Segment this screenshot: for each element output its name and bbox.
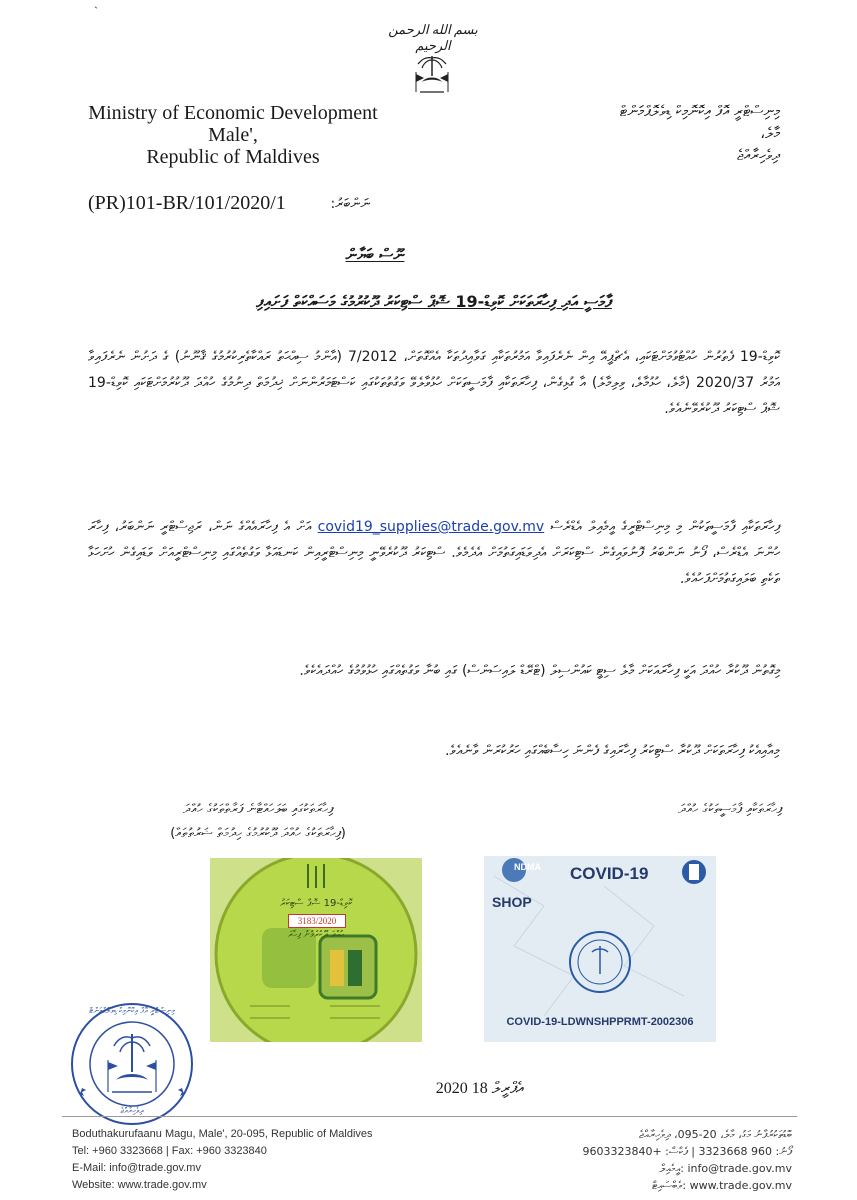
subject-title: ފާމަސީ އަދި ފިހާރަތަކަށް ކޮވިޑް-19 ޝޮޕް ސްޓިކަރު ދޫކުރުމުގެ މަސައްކަތް ފަށައިފި [256,292,612,311]
ministry-country-line-dv: ދިވެހިރާއްޖެ [736,146,780,164]
shop-card-label: SHOP [492,894,532,910]
caption-left: ފިހާރަތަކުގައި ބަލަހައްޓާނެ ފަރާތްތަކުގެ ހުއްދަ [182,802,334,817]
ndma-badge: NDMA [514,862,541,872]
footer-address: Boduthakurufaanu Magu, Male', 20-095, Republic of Maldives [72,1128,373,1140]
document-date [400,1078,560,1098]
body-paragraph-4: މިއާއިއެކު ފިހާރަތަކަށް ދޫކުރާ ސްޓިކަރު ފިހާރައިގެ ފެންނަ ހިސާބެއްގައި ހަރުކުރަން ވާނެއެވެ. [445,743,780,759]
ministry-name-line-dv: މިނިސްޓްރީ އޮފް އިކޮނޮމިކް ޑިވެލޮޕްމަންޓް [619,102,780,120]
footer-telephone: Tel: +960 3323668 | Fax: +960 3323840 [72,1145,267,1157]
date-day: 18 [471,1080,488,1097]
reference-number: (PR)101-BR/101/2020/1 [88,192,286,214]
paragraph-2-intro: ފިހާރަތަކާއި ފާމަސީތަކުން މި މިނިސްޓްރީގެ އީމެއިލް އެޑްރެސް [550,519,781,535]
scan-mark: ` [94,4,98,18]
ministry-name-english [88,102,378,168]
paragraph-2-rest: އަށް އެ ފިހާރައެއްގެ ނަން، ރަޖިސްޓްރީ ނަންބަރު، ފިހާރަ ހުންނަ އެޑްރެސް، ފޯނު ނަންބަރު ފޮނުވައިގެން ސްޓިކަރަށް އެދިވަޑައިގަތުމަށް އެދެމެވެ. ސްޓިކަރު ދޫކުރެވޭނީ މިނިސްޓްރީއިން ކަނޑައަޅާ ވަގުތެއްގައި މިނިސްޓްރީއަށް ވަޑައިގެން ހުށަހަޅާ ތަކެތި ބަލައިގަތުމަށްފަހުއެވެ. [88,519,780,587]
body-paragraph-1: ކޮވިޑް-19 ފެތުރުން ހުއްޓުވުމަށްޓަކައި، އެޗްޕީއޭ އިން ނެރެފައިވާ އަމުރުތަކާއި ގަވާއިދުތަކާ އެއްގޮތަށް، 7/2012 (އާންމު ސިއްޙަތު ރައްކާތެރިކުރުމުގެ ޤާނޫނު) ގެ ދަށުން ނެރެފައިވާ އަމުރު 2020/37 (މާލެ، ހުޅުމާލެ، ވިލިމާލެ) އާ ގުޅިގެން، ފިހާރަތަކާއި ފާމަސީތަކަށް ހުޅުވާލެވޭ ވަގުތުތަކުގައި ކަސްޓަމަރުންނަށް ޚިދުމަތް ދިނުމުގެ ހުއްދަ ދޫކުރުމަށްޓަކައި ކޮވިޑް-19 ޝޮޕް ސްޓިކަރު ދޫކުރެވޭނެއެވެ. [88,349,781,417]
footer-email[interactable]: E-Mail: info@trade.gov.mv [72,1162,201,1174]
ministry-city-line-dv: މާލެ، [760,124,780,142]
sticker-subtitle: ހުއްދަ ދޫކުރެވުނު ފިހާރަ [287,930,345,940]
footer-address-dv: ބޮޑުތަކުރުފާނު މަގު، މާލެ، 20-095، ދިވެހިރާއްޖެ [638,1128,792,1141]
shop-card-code: COVID-19-LDWNSHPPRMT-2002306 [506,1016,694,1028]
reference-label: ނަންބަރު: [330,196,370,212]
notice-title: ނޫސް ބަޔާން [345,245,405,264]
body-paragraph-2 [88,514,780,592]
footer-dhivehi [470,1126,792,1194]
footer-email-dv[interactable]: info@trade.gov.mv :އީމެއިލް [659,1162,792,1175]
shop-card-title: COVID-19 [570,864,649,883]
footer-website[interactable]: Website: www.trade.gov.mv [72,1179,207,1191]
ministry-name-line: Ministry of Economic Development [88,102,378,124]
covid-shop-card-photo [484,856,716,1042]
footer-telephone-dv: ފޯނު: 960 3323668 | ފެކްސް: +9603323840 [582,1145,792,1158]
email-link[interactable]: covid19_supplies@trade.gov.mv [317,519,545,535]
date-year: 2020 [435,1080,468,1097]
sticker-title: ކޮވިޑް-19 ޝޮޕް ސްޓިކަރު [279,898,353,909]
body-paragraph-3: މިގޮތުން ދޫކުރާ ހުއްދަ އަކީ ފިހާރައަކަށް މާލެ ސިޓީ ކައުންސިލް (ޓްރޭޑް ލައިސަންސް) ގައި ބުނާ ވަގުތެއްގައި ހުޅުވުމުގެ ހުއްދައެކެވެ. [299,663,780,679]
bismillah-calligraphy: بسم الله الرحمن الرحيم [388,22,478,53]
state-emblem-icon [410,52,454,96]
stamp-bottom-text: ދިވެހިރާއްޖެ [120,1106,144,1115]
sticker-permit-number: 3183/2020 [288,914,346,928]
footer-english [72,1126,392,1194]
ministry-name-dhivehi [510,100,780,166]
ministry-city-line: Male', [208,124,258,146]
footer-website-dv[interactable]: www.trade.gov.mv :ވެބްސައިޓް [651,1179,792,1192]
caption-right: ފިހާރަތަކާއި ފާމަސީތަކުގެ ހުއްދަ [678,802,782,817]
date-month: އެޕްރީލް [491,1078,525,1097]
caption-left-note: (ފިހާރަތަކުގެ ހުއްދަ ދޫކުރުމުގެ ހިދުމަތް ޝަރުތުތައް) [170,826,346,841]
footer-divider [62,1116,797,1117]
shop-sticker-photo [210,858,422,1042]
sticker-disc-graphic [210,858,422,1042]
stamp-ring-text: މިނިސްޓްރީ އޮފް އިކޮނޮމިކް ޑިވެލޮޕްމަންޓް [89,1006,175,1015]
ministry-country-line: Republic of Maldives [146,146,320,168]
